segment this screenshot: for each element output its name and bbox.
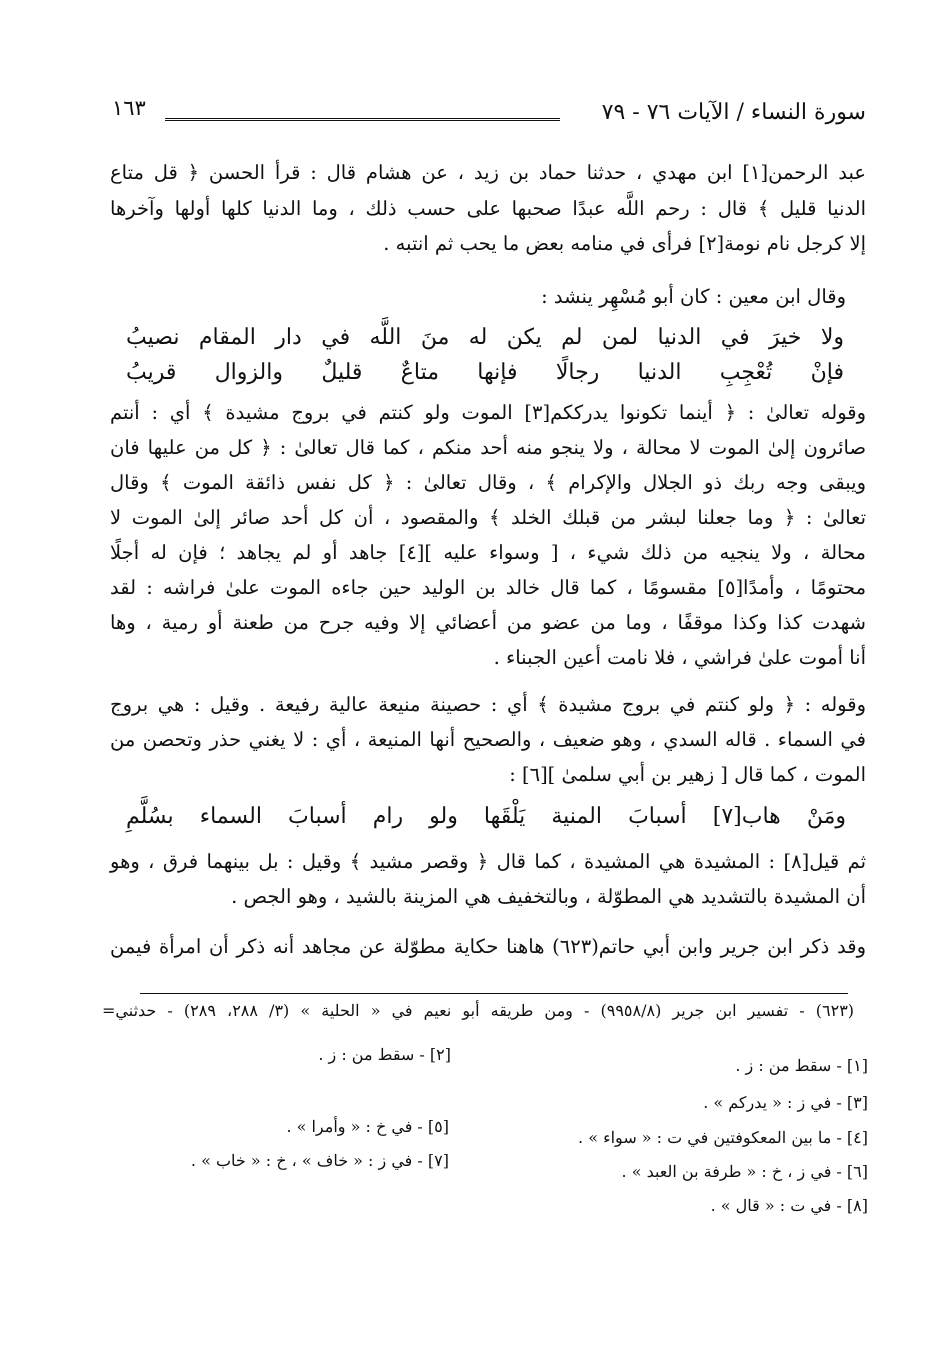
body-line: وقوله : ﴿ ولو كنتم في بروج مشيدة ﴾ أي : حصينة منيعة عالية رفيعة . وقيل : هي بروج [110, 693, 866, 716]
verse-line: ولا خيرَ في الدنيا لمن لم يكن له منَ اللَّه في دار المقام نصيبُ [126, 325, 844, 350]
body-line: وقد ذكر ابن جرير وابن أبي حاتم(٦٢٣) هاهنا حكاية مطوّلة عن مجاهد أنه ذكر أن امرأة فيمن [110, 935, 866, 958]
verse-line: ومَنْ هاب[٧] أسبابَ المنية يَلْقَها ولو رام أسبابَ السماء بسُلَّمِ [126, 804, 846, 829]
header-rule [165, 118, 560, 121]
body-line: ويبقى وجه ربك ذو الجلال والإكرام ﴾ ، وقال تعالىٰ : ﴿ كل نفس ذائقة الموت ﴾ وقال [110, 471, 866, 494]
variant-note: [٤] - ما بين المعكوفتين في ت : « سواء » . [578, 1128, 868, 1147]
body-line: تعالىٰ : ﴿ وما جعلنا لبشر من قبلك الخلد ﴾ والمقصود ، أن كل أحد صائر إلىٰ الموت لا [110, 506, 866, 529]
footnote-rule [140, 993, 848, 994]
body-line: الدنيا قليل ﴾ قال : رحم اللَّه عبدًا صحبها على حسب ذلك ، وما الدنيا كلها أولها وآخرها [110, 197, 866, 220]
variant-note: [١] - سقط من : ز . [735, 1056, 868, 1075]
variant-note: [٢] - سقط من : ز . [318, 1045, 451, 1064]
body-line: عبد الرحمن[١] ابن مهدي ، حدثنا حماد بن زيد ، عن هشام قال : قرأ الحسن ﴿ قل متاع [110, 161, 866, 184]
body-line: في السماء . قاله السدي ، وهو ضعيف ، والصحيح أنها المنيعة ، أي : لا يغني حذر وتحصن من [110, 728, 866, 751]
body-line: وقوله تعالىٰ : ﴿ أينما تكونوا يدرككم[٣] الموت ولو كنتم في بروج مشيدة ﴾ أي : أنتم [110, 401, 866, 424]
body-line: محتومًا ، وأمدًا[٥] مقسومًا ، كما قال خالد بن الوليد حين جاءه الموت علىٰ فراشه : لقد [110, 576, 867, 599]
body-line: ثم قيل[٨] : المشيدة هي المشيدة ، كما قال ﴿ وقصر مشيد ﴾ وقيل : بل بينهما فرق ، وهو [110, 850, 867, 873]
page-number: ١٦٣ [112, 96, 146, 120]
verse-line: فإنْ تُعْجِبِ الدنيا رجالًا فإنها متاعٌ قليلٌ والزوال قريبُ [126, 360, 844, 385]
variant-note: [٥] - في خ : « وأمرا » . [286, 1117, 449, 1136]
body-line: الموت ، كما قال [ زهير بن أبي سلمىٰ ][٦] : [509, 763, 866, 786]
body-line: وقال ابن معين : كان أبو مُسْهِر ينشد : [541, 285, 846, 308]
footnote-text: (٦٢٣) - تفسير ابن جرير (٩٩٥٨/٨) - ومن طريقه أبو نعيم في « الحلية » (٣/ ٢٨٨، ٢٨٩) - حدثني= [102, 1001, 855, 1020]
body-line: شهدت كذا وكذا موقفًا ، وما من عضو من أعضائي إلا وفيه جرح من طعنة أو رمية ، وها [110, 611, 866, 634]
variant-note: [٦] - في ز ، خ : « طرفة بن العبد » . [621, 1162, 868, 1181]
surah-title: سورة النساء / الآيات ٧٦ - ٧٩ [601, 100, 866, 125]
body-line: إلا كرجل نام نومة[٢] فرأى في منامه بعض ما يحب ثم انتبه . [383, 232, 866, 255]
body-line: أنا أموت علىٰ فراشي ، فلا نامت أعين الجبناء . [493, 646, 866, 669]
variant-note: [٣] - في ز : « يدركم » . [703, 1093, 868, 1112]
body-line: محالة ، ولا ينجيه من ذلك شيء ، [ وسواء عليه ][٤] جاهد أو لم يجاهد ؛ فإن له أجلًا [110, 541, 866, 564]
body-line: أن المشيدة بالتشديد هي المطوّلة ، وبالتخفيف هي المزينة بالشيد ، وهو الجص . [231, 885, 866, 908]
variant-note: [٧] - في ز : « خاف » ، خ : « خاب » . [190, 1151, 449, 1170]
body-line: صائرون إلىٰ الموت لا محالة ، ولا ينجو منه أحد منكم ، كما قال تعالىٰ : ﴿ كل من عليها فان [110, 436, 866, 459]
variant-note: [٨] - في ت : « قال » . [710, 1196, 868, 1215]
